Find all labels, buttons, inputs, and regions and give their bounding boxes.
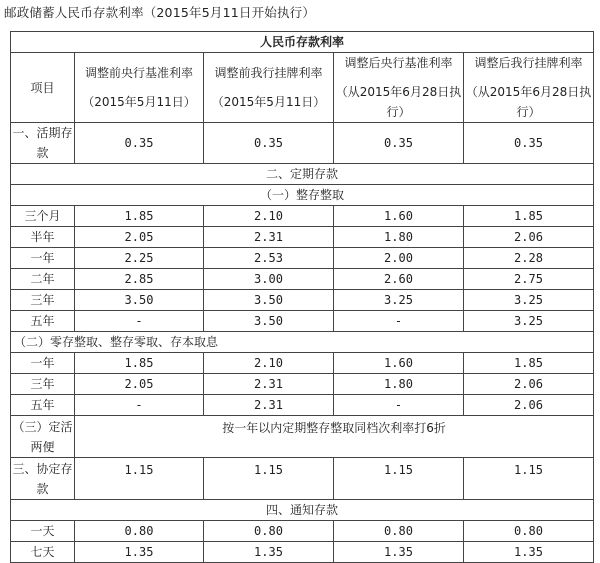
rate-cell: 2.10 bbox=[204, 353, 334, 374]
rate-cell: - bbox=[334, 311, 464, 332]
rate-cell: 3.25 bbox=[464, 290, 594, 311]
rate-cell: - bbox=[75, 311, 204, 332]
rate-cell: 1.60 bbox=[334, 353, 464, 374]
row-label: 五年 bbox=[11, 395, 75, 416]
table-row bbox=[11, 353, 594, 374]
rate-cell: 3.50 bbox=[75, 290, 204, 311]
row-label: 三、协定存款 bbox=[11, 458, 75, 500]
section-row bbox=[11, 332, 594, 353]
rate-cell: 1.85 bbox=[464, 353, 594, 374]
row-label: （三）定活两便 bbox=[11, 416, 75, 458]
header-row bbox=[11, 53, 594, 123]
rate-cell: 1.85 bbox=[464, 206, 594, 227]
table-row bbox=[11, 311, 594, 332]
rate-cell: 1.15 bbox=[464, 458, 594, 500]
rate-cell: 2.06 bbox=[464, 227, 594, 248]
rate-cell: - bbox=[334, 395, 464, 416]
row-label: 一天 bbox=[11, 521, 75, 542]
row-label: 五年 bbox=[11, 311, 75, 332]
table-row bbox=[11, 269, 594, 290]
rate-cell: 2.31 bbox=[204, 395, 334, 416]
row-label: 半年 bbox=[11, 227, 75, 248]
rate-cell: 1.85 bbox=[75, 353, 204, 374]
row-label: 三个月 bbox=[11, 206, 75, 227]
rate-cell: 1.35 bbox=[204, 542, 334, 563]
table-row bbox=[11, 542, 594, 563]
section-row bbox=[11, 185, 594, 206]
rate-cell: 2.00 bbox=[334, 248, 464, 269]
rate-cell: 1.15 bbox=[334, 458, 464, 500]
row-label: 一年 bbox=[11, 353, 75, 374]
rate-cell: 0.80 bbox=[334, 521, 464, 542]
table-title: 人民币存款利率 bbox=[11, 32, 594, 53]
section-row bbox=[11, 500, 594, 521]
table-row bbox=[11, 227, 594, 248]
rate-cell: 3.50 bbox=[204, 311, 334, 332]
rate-cell: 2.60 bbox=[334, 269, 464, 290]
rate-cell: 1.85 bbox=[75, 206, 204, 227]
rate-cell: 2.06 bbox=[464, 374, 594, 395]
rate-cell: 3.25 bbox=[334, 290, 464, 311]
header-col3: 调整后央行基准利率 （从2015年6月28日执行） bbox=[334, 53, 464, 123]
flexible-note: 按一年以内定期整存整取同档次利率打6折 bbox=[75, 416, 594, 458]
rate-cell: 2.10 bbox=[204, 206, 334, 227]
rate-cell: 2.53 bbox=[204, 248, 334, 269]
table-row bbox=[11, 206, 594, 227]
table-row bbox=[11, 248, 594, 269]
rate-cell: 2.75 bbox=[464, 269, 594, 290]
rate-cell: 0.80 bbox=[204, 521, 334, 542]
rate-cell: 2.31 bbox=[204, 374, 334, 395]
rate-cell: - bbox=[75, 395, 204, 416]
table-row bbox=[11, 374, 594, 395]
rate-cell: 1.80 bbox=[334, 227, 464, 248]
table-row-flexible bbox=[11, 416, 594, 458]
rate-cell: 2.05 bbox=[75, 374, 204, 395]
rate-cell: 1.15 bbox=[204, 458, 334, 500]
row-label: 一、活期存款 bbox=[11, 123, 75, 164]
row-label: 三年 bbox=[11, 374, 75, 395]
rate-cell: 2.25 bbox=[75, 248, 204, 269]
section-title: （一）整存整取 bbox=[11, 185, 594, 206]
rate-cell: 3.25 bbox=[464, 311, 594, 332]
rate-cell: 1.15 bbox=[75, 458, 204, 500]
rate-cell: 1.35 bbox=[334, 542, 464, 563]
rate-cell: 2.28 bbox=[464, 248, 594, 269]
rate-cell: 1.35 bbox=[75, 542, 204, 563]
section-title: 四、通知存款 bbox=[11, 500, 594, 521]
rate-cell: 3.50 bbox=[204, 290, 334, 311]
header-col4: 调整后我行挂牌利率 （从2015年6月28日执行） bbox=[464, 53, 594, 123]
section-title: （二）零存整取、整存零取、存本取息 bbox=[11, 332, 594, 353]
page-title: 邮政储蓄人民币存款利率（2015年5月11日开始执行） bbox=[4, 5, 316, 20]
row-label: 七天 bbox=[11, 542, 75, 563]
section-row bbox=[11, 164, 594, 185]
rate-cell: 1.35 bbox=[464, 542, 594, 563]
header-item: 项目 bbox=[11, 53, 75, 123]
deposit-rate-table bbox=[10, 31, 594, 563]
rate-cell: 2.31 bbox=[204, 227, 334, 248]
row-label: 一年 bbox=[11, 248, 75, 269]
rate-cell: 1.80 bbox=[334, 374, 464, 395]
table-row-negotiated bbox=[11, 458, 594, 500]
section-title: 二、定期存款 bbox=[11, 164, 594, 185]
rate-cell: 0.35 bbox=[75, 123, 204, 164]
rate-cell: 0.80 bbox=[464, 521, 594, 542]
table-row bbox=[11, 521, 594, 542]
rate-cell: 0.35 bbox=[334, 123, 464, 164]
header-col1: 调整前央行基准利率 （2015年5月11日） bbox=[75, 53, 204, 123]
rate-cell: 0.80 bbox=[75, 521, 204, 542]
rate-cell: 1.60 bbox=[334, 206, 464, 227]
header-col2: 调整前我行挂牌利率 （2015年5月11日） bbox=[204, 53, 334, 123]
table-row-demand bbox=[11, 123, 594, 164]
table-title-row bbox=[11, 32, 594, 53]
rate-cell: 0.35 bbox=[464, 123, 594, 164]
rate-cell: 2.05 bbox=[75, 227, 204, 248]
rate-cell: 2.06 bbox=[464, 395, 594, 416]
table-row bbox=[11, 290, 594, 311]
rate-cell: 2.85 bbox=[75, 269, 204, 290]
row-label: 二年 bbox=[11, 269, 75, 290]
table-row bbox=[11, 395, 594, 416]
rate-cell: 3.00 bbox=[204, 269, 334, 290]
rate-cell: 0.35 bbox=[204, 123, 334, 164]
row-label: 三年 bbox=[11, 290, 75, 311]
